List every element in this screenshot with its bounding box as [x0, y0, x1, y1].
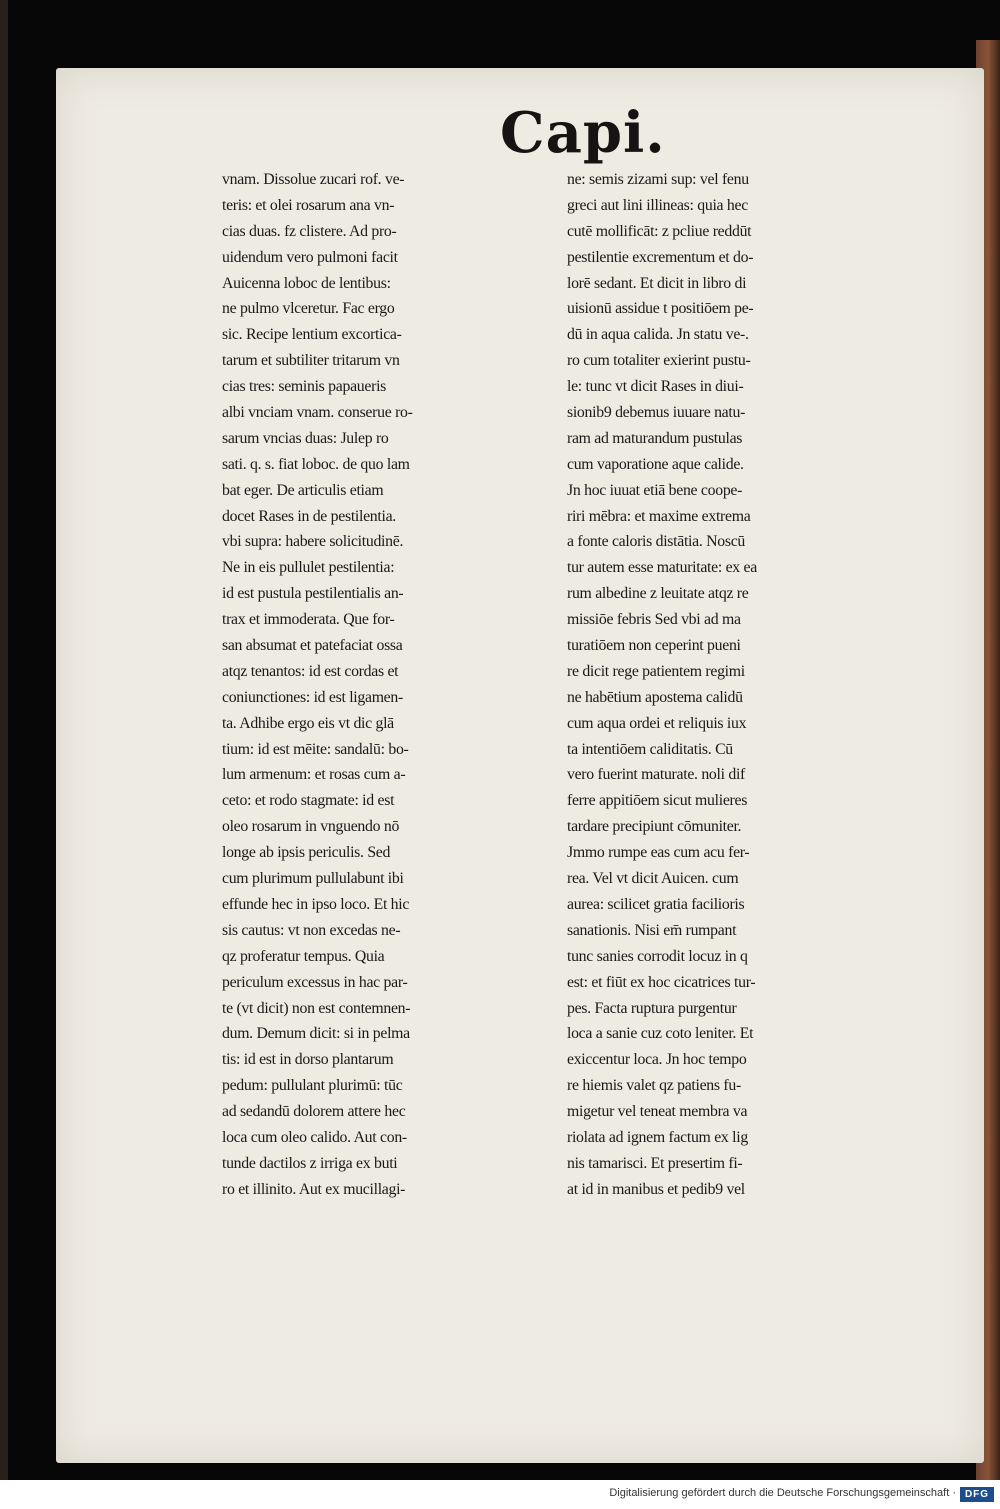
text-line: tis: id est in dorso plantarum — [222, 1051, 394, 1069]
text-line: vero fuerint maturate. noli dif — [567, 766, 746, 784]
text-line: ta intentiōem caliditatis. Cū — [567, 740, 733, 758]
text-line: vbi supra: habere solicitudinē. — [222, 533, 404, 551]
left-text-column — [222, 167, 567, 1203]
text-line: loca cum oleo calido. Aut con- — [222, 1128, 407, 1146]
text-line: lum armenum: et rosas cum a- — [222, 766, 406, 784]
text-line: ne habētium apostema calidū — [567, 688, 743, 706]
text-line: sanationis. Nisi em̄ rumpant — [567, 921, 737, 939]
text-line: tunc sanies corrodit locuz in q — [567, 947, 748, 965]
text-line: sionib9 debemus iuuare natu- — [567, 404, 746, 422]
text-line: cum aqua ordei et reliquis iux — [567, 714, 747, 732]
text-line: ram ad maturandum pustulas — [567, 429, 743, 447]
text-line: san absumat et patefaciat ossa — [222, 637, 403, 655]
footer-credit: Digitalisierung gefördert durch die Deutsche Forschungsgemeinschaft · — [609, 1487, 956, 1499]
text-line: longe ab ipsis periculis. Sed — [222, 844, 391, 862]
text-line: tium: id est mēite: sandalū: bo- — [222, 740, 409, 758]
right-text-column — [567, 167, 912, 1203]
text-line: est: et fiūt ex hoc cicatrices tur- — [567, 973, 756, 991]
text-line: Jmmo rumpe eas cum acu fer- — [567, 844, 750, 862]
text-line: ta. Adhibe ergo eis vt dic glā — [222, 714, 394, 732]
text-line: ro cum totaliter exierint pustu- — [567, 352, 751, 370]
text-line: trax et immoderata. Que for- — [222, 611, 395, 629]
text-line: le: tunc vt dicit Rases in diui- — [567, 378, 744, 396]
text-line: rea. Vel vt dicit Auicen. cum — [567, 870, 739, 888]
text-line: turatiōem non ceperint pueni — [567, 637, 741, 655]
page-heading: Capi. — [500, 100, 666, 166]
text-line: docet Rases in de pestilentia. — [222, 507, 396, 525]
text-line: coniunctiones: id est ligamen- — [222, 688, 403, 706]
text-line: sis cautus: vt non excedas ne- — [222, 921, 401, 939]
text-line: oleo rosarum in vnguendo nō — [222, 818, 400, 836]
text-line: tur autem esse maturitate: ex ea — [567, 559, 757, 577]
text-line: migetur vel teneat membra va — [567, 1103, 748, 1121]
text-line: pestilentie excrementum et do- — [567, 248, 754, 266]
text-line: cum vaporatione aque calide. — [567, 455, 744, 473]
text-line: sarum vncias duas: Julep ro — [222, 429, 389, 447]
text-line: cum plurimum pullulabunt ibi — [222, 870, 404, 888]
text-line: sic. Recipe lentium excortica- — [222, 326, 402, 344]
text-line: uisionū assidue t positiōem pe- — [567, 300, 754, 318]
dfg-logo: DFG — [960, 1487, 994, 1502]
text-line: uidendum vero pulmoni facit — [222, 248, 398, 266]
text-line: tunde dactilos z irriga ex buti — [222, 1154, 398, 1172]
text-line: ferre appitiōem sicut mulieres — [567, 792, 748, 810]
text-line: te (vt dicit) non est contemnen- — [222, 999, 411, 1017]
text-line: tarum et subtiliter tritarum vn — [222, 352, 400, 370]
text-line: missiōe febris Sed vbi ad ma — [567, 611, 741, 629]
text-line: nis tamarisci. Et presertim fi- — [567, 1154, 743, 1172]
text-line: atqz tenantos: id est cordas et — [222, 662, 399, 680]
text-line: ceto: et rodo stagmate: id est — [222, 792, 395, 810]
text-line: riolata ad ignem factum ex lig — [567, 1128, 748, 1146]
text-line: Auicenna loboc de lentibus: — [222, 274, 391, 292]
text-line: albi vnciam vnam. conserue ro- — [222, 404, 413, 422]
text-line: riri mēbra: et maxime extrema — [567, 507, 751, 525]
text-line: at id in manibus et pedib9 vel — [567, 1180, 745, 1198]
text-line: dū in aqua calida. Jn statu ve-. — [567, 326, 749, 344]
text-line: ad sedandū dolorem attere hec — [222, 1103, 406, 1121]
text-line: pes. Facta ruptura purgentur — [567, 999, 737, 1017]
text-line: bat eger. De articulis etiam — [222, 481, 384, 499]
text-line: vnam. Dissolue zucari rof. ve- — [222, 171, 405, 188]
text-line: periculum excessus in hac par- — [222, 973, 408, 991]
text-line: id est pustula pestilentialis an- — [222, 585, 404, 603]
text-line: Ne in eis pullulet pestilentia: — [222, 559, 395, 577]
text-line: qz proferatur tempus. Quia — [222, 947, 385, 965]
text-line: re dicit rege patientem regimi — [567, 662, 745, 680]
text-line: tardare precipiunt cōmuniter. — [567, 818, 742, 836]
text-line: pedum: pullulant plurimū: tūc — [222, 1077, 403, 1095]
text-line: teris: et olei rosarum ana vn- — [222, 196, 395, 214]
text-line: rum albedine z leuitate atqz re — [567, 585, 749, 603]
text-line: re hiemis valet qz patiens fu- — [567, 1077, 741, 1095]
text-line: sati. q. s. fiat loboc. de quo lam — [222, 455, 410, 473]
text-line: exiccentur loca. Jn hoc tempo — [567, 1051, 747, 1069]
book-edge-left — [0, 0, 8, 1480]
text-line: aurea: scilicet gratia facilioris — [567, 895, 745, 913]
text-line: Jn hoc iuuat etiā bene coope- — [567, 481, 743, 499]
text-line: loca a sanie cuz coto leniter. Et — [567, 1025, 754, 1043]
text-line: effunde hec in ipso loco. Et hic — [222, 895, 410, 913]
text-line: cias tres: seminis papaueris — [222, 378, 387, 396]
text-line: cias duas. fz clistere. Ad pro- — [222, 222, 397, 240]
text-line: a fonte caloris distātia. Noscū — [567, 533, 746, 551]
text-line: ne pulmo vlceretur. Fac ergo — [222, 300, 395, 318]
footer-bar — [0, 1480, 1000, 1509]
text-line: ne: semis zizami sup: vel fenu — [567, 171, 749, 188]
text-line: dum. Demum dicit: si in pelma — [222, 1025, 410, 1043]
text-line: greci aut lini illineas: quia hec — [567, 196, 748, 214]
text-line: ro et illinito. Aut ex mucillagi- — [222, 1180, 406, 1198]
text-line: cutē mollificāt: z pcliue reddūt — [567, 222, 752, 240]
text-line: lorē sedant. Et dicit in libro di — [567, 274, 747, 292]
